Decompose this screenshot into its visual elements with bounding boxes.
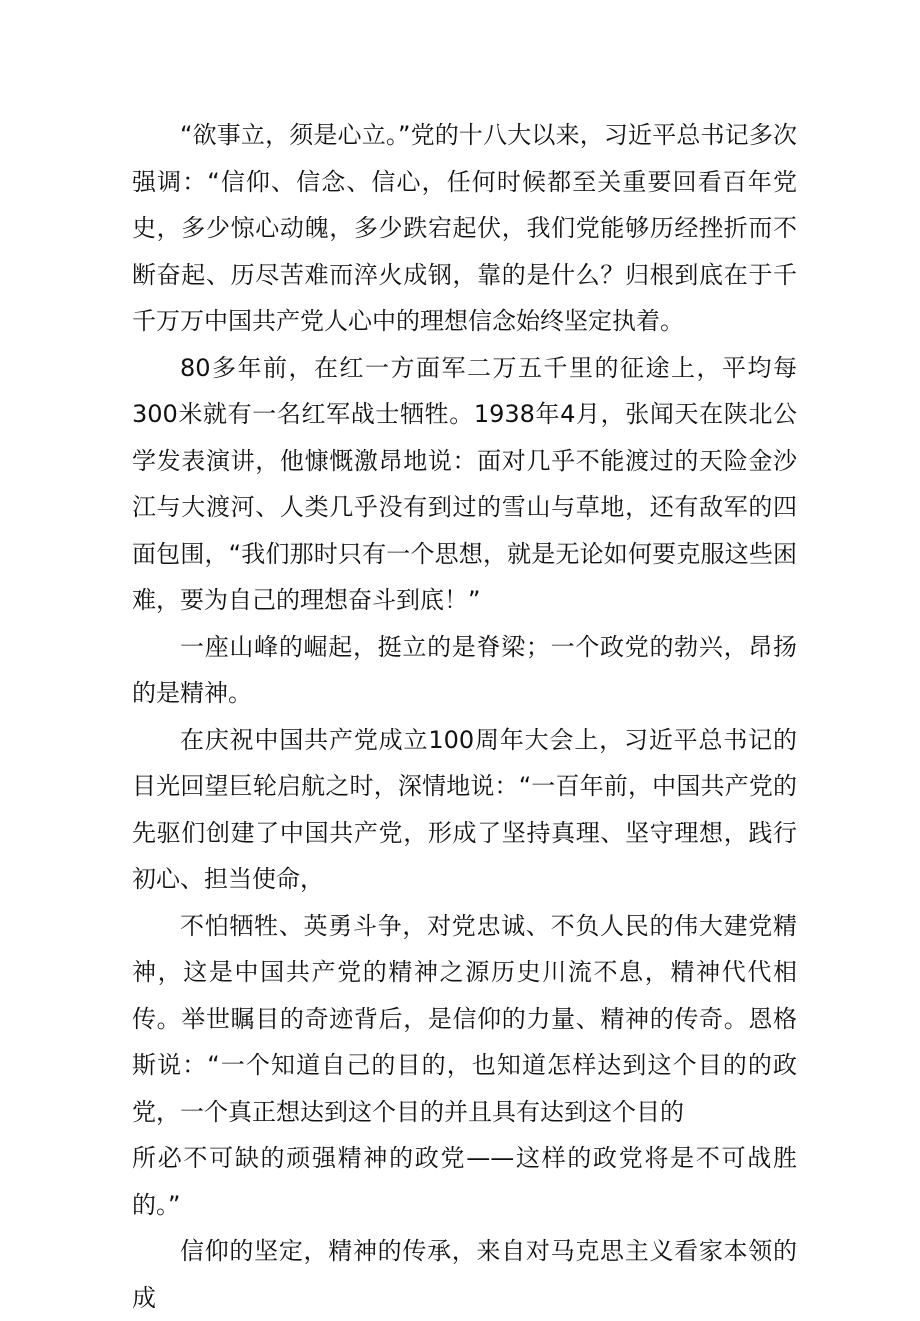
paragraph-3: 一座山峰的崛起，挺立的是脊梁；一个政党的勃兴，昂扬的是精神。 [132, 632, 797, 707]
paragraph-2: 80多年前，在红一方面军二万五千里的征途上，平均每300米就有一名红军战士牺牲。1938年4月，张闻天在陕北公学发表演讲，他慷慨激昂地说：面对几乎不能渡过的天险金沙江与大渡河、人类几乎没有到过的雪山与草地，还有敌军的四面包围，“我们那时只有一个思想，就是无论如何要克服这些困难，要为自己的理想奋斗到底！” [132, 353, 797, 614]
paragraph-4: 在庆祝中国共产党成立100周年大会上，习近平总书记的目光回望巨轮启航之时，深情地说：“一百年前，中国共产党的先驱们创建了中国共产党，形成了坚持真理、坚守理想，践行初心、担当使命， [132, 725, 797, 893]
document-body [132, 112, 797, 1321]
paragraph-5: 不怕牺牲、英勇斗争，对党忠诚、不负人民的伟大建党精神，这是中国共产党的精神之源历史川流不息，精神代代相传。举世瞩目的奇迹背后，是信仰的力量、精神的传奇。恩格斯说：“一个知道自己的目的，也知道怎样达到这个目的的政党，一个真正想达到这个目的并且具有达到这个目的 [132, 911, 797, 1126]
paragraph-7: 信仰的坚定，精神的传承，来自对马克思主义看家本领的成 [132, 1237, 797, 1312]
paragraph-1: “欲事立，须是心立。”党的十八大以来，习近平总书记多次强调：“信仰、信念、信心，任何时候都至关重要回看百年党史，多少惊心动魄，多少跌宕起伏，我们党能够历经挫折而不断奋起、历尽苦难而淬火成钢，靠的是什么？归根到底在于千千万万中国共产党人心中的理想信念始终坚定执着。 [132, 121, 797, 335]
paragraph-6: 所必不可缺的顽强精神的政党——这样的政党将是不可战胜的。” [132, 1144, 797, 1219]
